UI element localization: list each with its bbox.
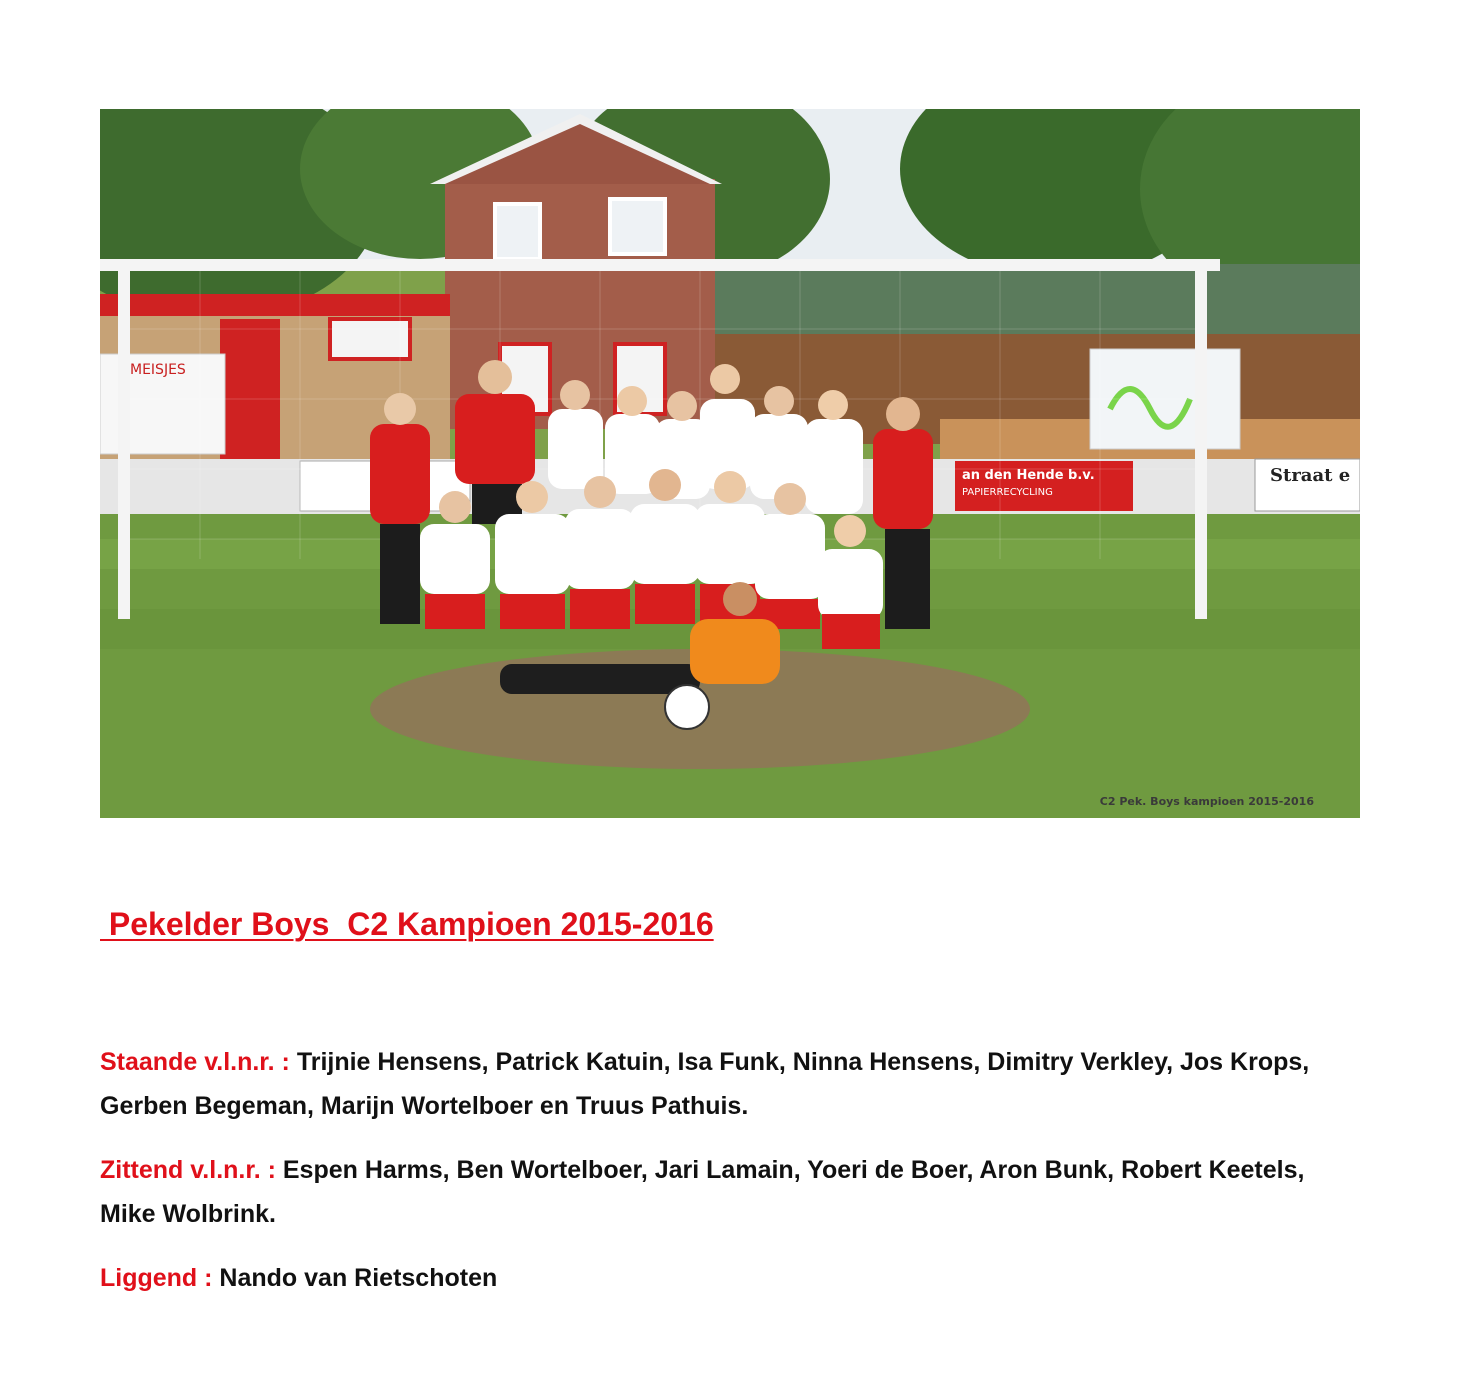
football <box>665 685 709 729</box>
standing-lineup <box>100 1040 1350 1128</box>
sitting-lineup <box>100 1148 1350 1236</box>
lying-label: Liggend : <box>100 1264 220 1292</box>
sitting-names: Espen Harms, Ben Wortelboer, Jari Lamain, Yoeri de Boer, Aron Bunk, Robert Keetels, Mike Wolbrink. <box>100 1156 1305 1228</box>
team-photo-illustration <box>100 109 1360 818</box>
team-photo <box>100 109 1360 818</box>
lying-lineup <box>100 1256 1350 1300</box>
page-title: Pekelder Boys C2 Kampioen 2015-2016 <box>100 906 714 942</box>
banner-left-text: MEISJES <box>130 362 186 378</box>
sitting-label: Zittend v.l.n.r. : <box>100 1156 283 1184</box>
photo-caption: C2 Pek. Boys kampioen 2015-2016 <box>1099 795 1314 808</box>
board-hende-text: an den Hende b.v. <box>962 468 1095 483</box>
standing-names: Trijnie Hensens, Patrick Katuin, Isa Funk, Ninna Hensens, Dimitry Verkley, Jos Krops, Gerben Begeman, Marijn Wortelboer en Truus Pathuis. <box>100 1048 1310 1120</box>
standing-label: Staande v.l.n.r. : <box>100 1048 297 1076</box>
lying-names: Nando van Rietschoten <box>219 1264 498 1292</box>
board-hende-sub: PAPIERRECYCLING <box>962 487 1053 498</box>
board-straat-text: Straat e <box>1270 465 1351 486</box>
